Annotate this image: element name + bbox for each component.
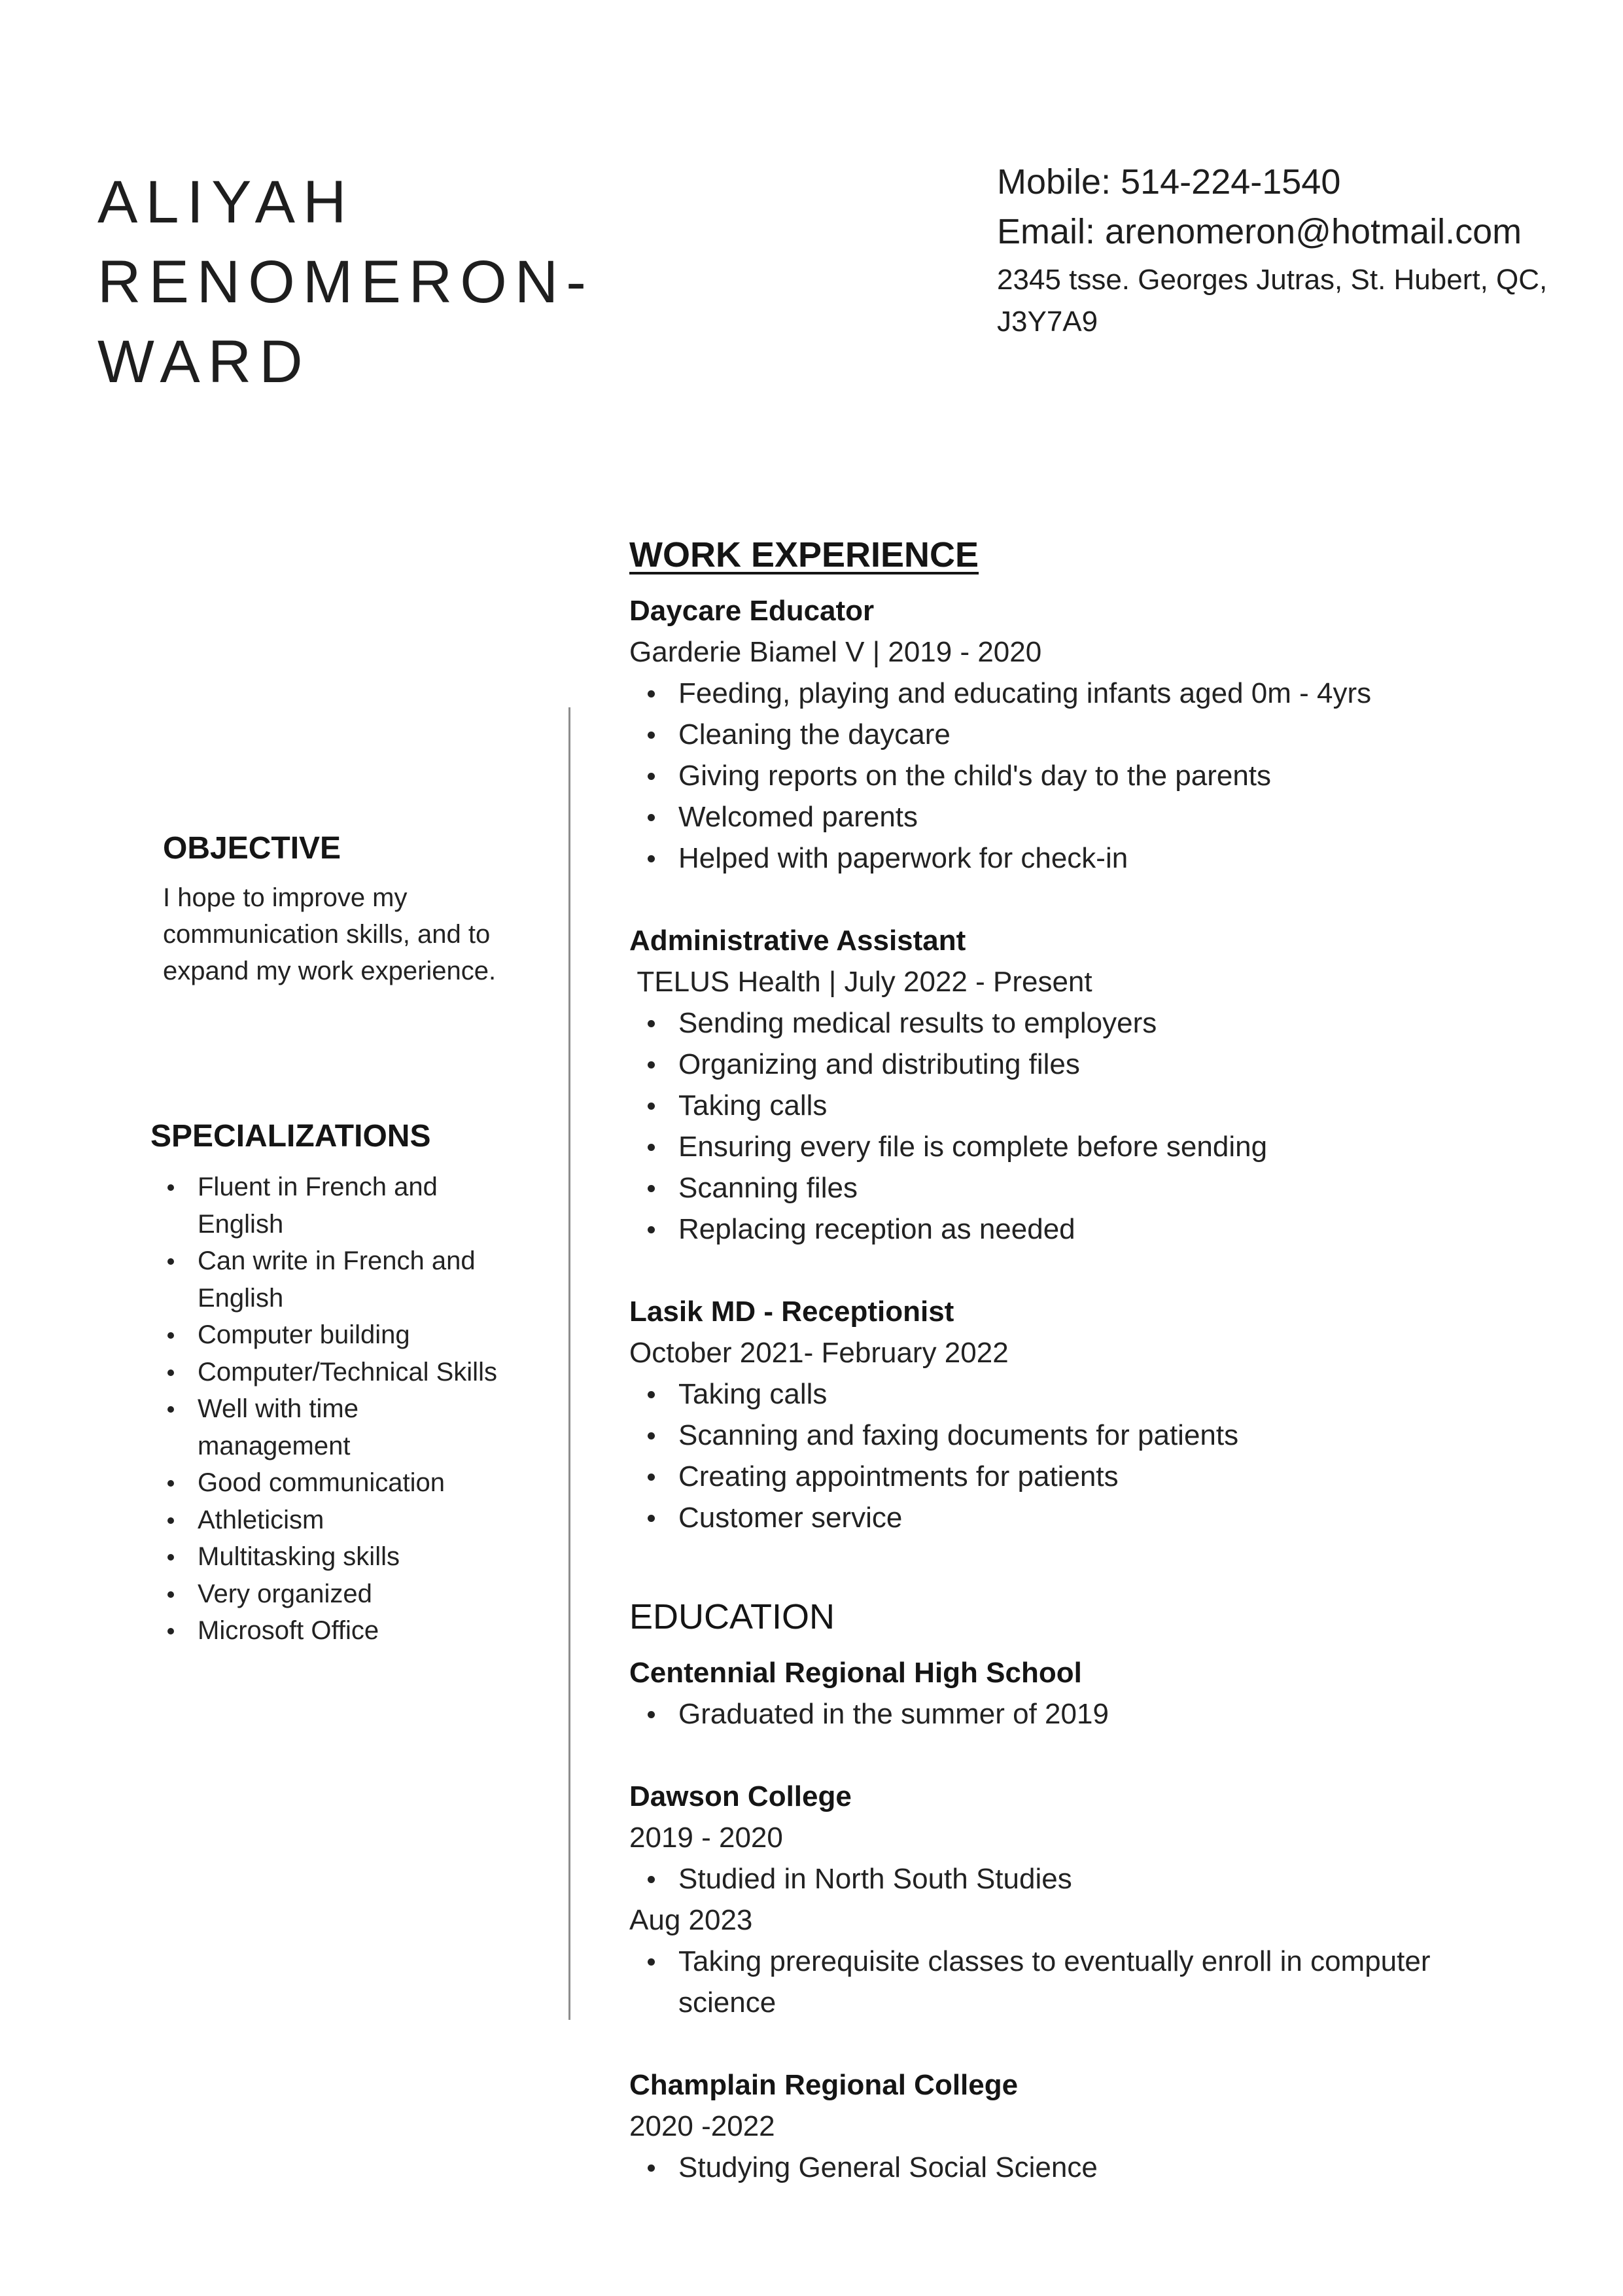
list-item: Well with time management: [150, 1390, 505, 1464]
job-title: Lasik MD - Receptionist: [629, 1296, 954, 1328]
list-item: Scanning files: [629, 1167, 1545, 1209]
school-name: Champlain Regional College: [629, 2069, 1019, 2101]
applicant-name: [97, 162, 850, 402]
list-item: Creating appointments for patients: [629, 1456, 1545, 1497]
school-details: [629, 1941, 1545, 2023]
list-item: Can write in French and English: [150, 1243, 505, 1316]
mobile-number: Mobile: 514-224-1540: [997, 162, 1341, 202]
list-item: Ensuring every file is complete before sending: [629, 1126, 1545, 1167]
school-name: Centennial Regional High School: [629, 1657, 1082, 1689]
education-entry: [629, 2064, 1545, 2188]
list-item: Fluent in French and English: [150, 1169, 505, 1243]
work-experience-heading: WORK EXPERIENCE: [629, 535, 979, 574]
job-subtitle: TELUS Health | July 2022 - Present: [629, 966, 1092, 998]
school-date: Aug 2023: [629, 1904, 753, 1936]
education-heading: EDUCATION: [629, 1597, 835, 1636]
school-date: 2020 -2022: [629, 2110, 775, 2142]
job-entry: [629, 1291, 1545, 1538]
list-item: Customer service: [629, 1497, 1545, 1538]
job-entry: [629, 590, 1545, 879]
list-item: Graduated in the summer of 2019: [629, 1693, 1545, 1735]
school-date: 2019 - 2020: [629, 1822, 783, 1854]
school-name: Dawson College: [629, 1780, 852, 1812]
list-item: Scanning and faxing documents for patients: [629, 1415, 1545, 1456]
applicant-name-line1: ALIYAH RENOMERON-: [97, 169, 594, 315]
list-item: Multitasking skills: [150, 1538, 505, 1576]
specializations-list: [150, 1169, 543, 1650]
education-entry: [629, 1776, 1545, 2023]
list-item: Studied in North South Studies: [629, 1858, 1545, 1899]
list-item: Good communication: [150, 1464, 505, 1502]
job-subtitle: October 2021- February 2022: [629, 1337, 1009, 1369]
job-duties: [629, 1002, 1545, 1250]
list-item: Athleticism: [150, 1502, 505, 1539]
list-item: Very organized: [150, 1576, 505, 1613]
education-entry: [629, 1652, 1545, 1735]
job-duties: [629, 673, 1545, 879]
list-item: Helped with paperwork for check-in: [629, 838, 1545, 879]
job-entry: [629, 920, 1545, 1250]
postal-address: 2345 tsse. Georges Jutras, St. Hubert, QC, J3Y7A9: [997, 264, 1548, 338]
column-divider: [568, 707, 570, 2020]
list-item: Studying General Social Science: [629, 2147, 1545, 2188]
school-details: [629, 1858, 1545, 1899]
left-column: [150, 826, 543, 1650]
list-item: Microsoft Office: [150, 1612, 505, 1650]
school-details: [629, 1693, 1545, 1735]
list-item: Organizing and distributing files: [629, 1044, 1545, 1085]
job-duties: [629, 1373, 1545, 1538]
list-item: Computer building: [150, 1316, 505, 1354]
email-address: Email: arenomeron@hotmail.com: [997, 212, 1522, 251]
right-column: [629, 529, 1545, 2188]
list-item: Cleaning the daycare: [629, 714, 1545, 755]
list-item: Feeding, playing and educating infants aged 0m - 4yrs: [629, 673, 1545, 714]
list-item: Taking prerequisite classes to eventually enroll in computer science: [629, 1941, 1457, 2023]
list-item: Taking calls: [629, 1373, 1545, 1415]
list-item: Replacing reception as needed: [629, 1209, 1545, 1250]
specializations-heading: SPECIALIZATIONS: [150, 1119, 431, 1154]
job-title: Administrative Assistant: [629, 925, 966, 957]
job-subtitle: Garderie Biamel V | 2019 - 2020: [629, 636, 1042, 668]
objective-text: I hope to improve my communication skills, and to expand my work experience.: [163, 883, 497, 985]
list-item: Sending medical results to employers: [629, 1002, 1545, 1044]
list-item: Computer/Technical Skills: [150, 1354, 505, 1391]
objective-heading: OBJECTIVE: [163, 831, 341, 866]
list-item: Taking calls: [629, 1085, 1545, 1126]
contact-info: [997, 157, 1560, 343]
applicant-name-line2: WARD: [97, 328, 311, 395]
school-details: [629, 2147, 1545, 2188]
list-item: Giving reports on the child's day to the parents: [629, 755, 1545, 796]
list-item: Welcomed parents: [629, 796, 1545, 838]
job-title: Daycare Educator: [629, 595, 875, 627]
